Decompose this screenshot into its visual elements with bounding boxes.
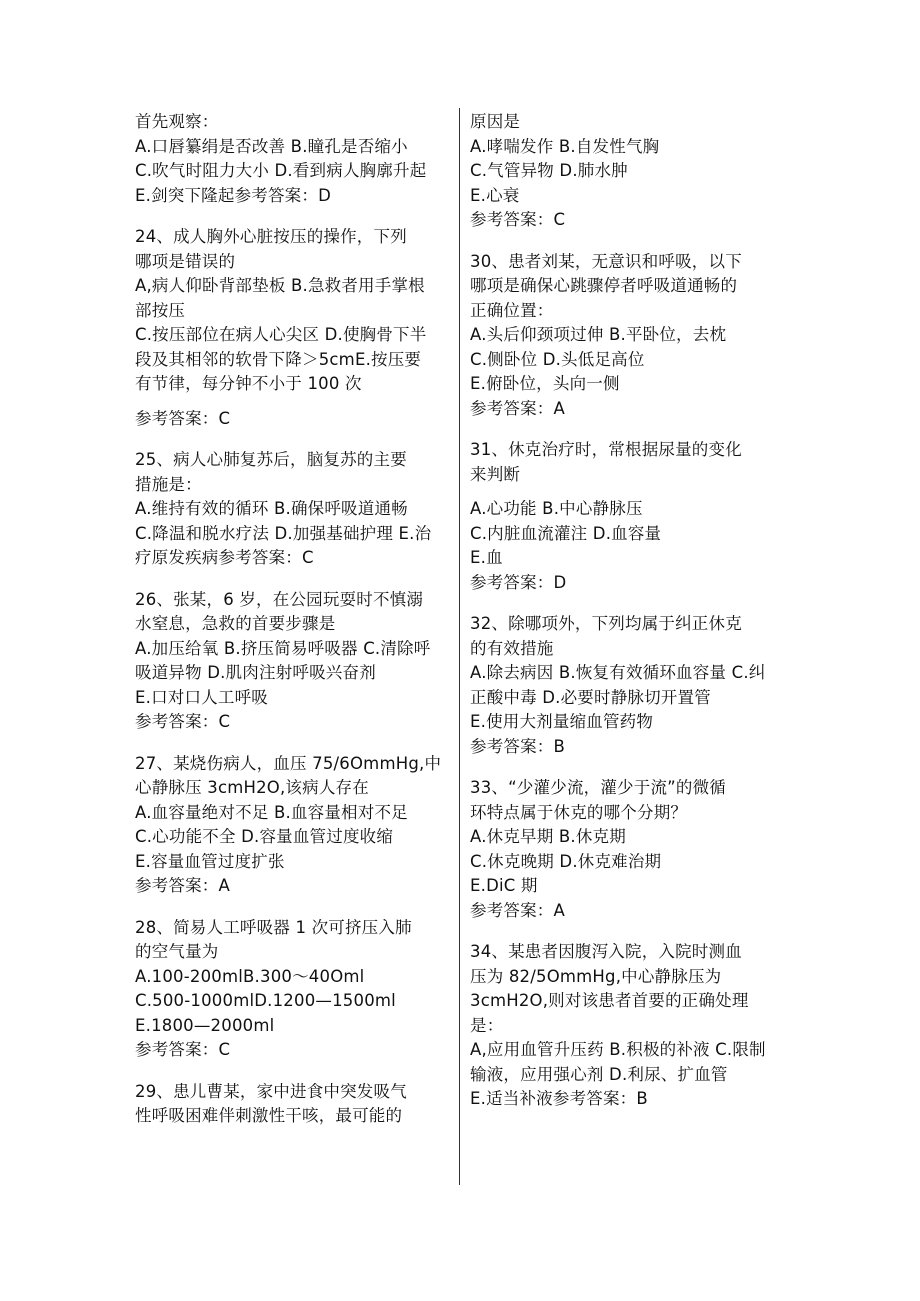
text-line: 参考答案：B — [470, 736, 566, 756]
text-line: E.口对口人工呼吸 — [135, 687, 268, 707]
question-block-q29-head — [135, 1080, 425, 1129]
text-line: C.内脏血流灌注 D.血容量 — [470, 523, 662, 543]
text-line: C.500-1000mlD.1200—1500ml — [135, 991, 396, 1010]
column-divider — [459, 108, 460, 1185]
text-line: C.降温和脱水疗法 D.加强基础护理 E.治 — [135, 523, 432, 543]
text-line: 参考答案：C — [135, 712, 231, 731]
text-line: 参考答案：C — [135, 1040, 231, 1059]
text-line: E.适当补液参考答案：B — [470, 1089, 648, 1108]
text-line: 性呼吸困难伴刺激性干咳，最可能的 — [135, 1106, 403, 1125]
text-line: 参考答案：A — [470, 900, 565, 920]
question-block-q28 — [135, 916, 425, 1063]
text-line: E.DiC 期 — [470, 876, 538, 895]
text-line: A,病人仰卧背部垫板 B.急救者用手掌根 — [135, 276, 425, 295]
text-line: 32、除哪项外，下列均属于纠正休克 — [470, 614, 742, 633]
text-line: A.口唇纂绢是否改善 B.瞳孔是否缩小 — [135, 136, 408, 156]
text-line: A.休克早期 B.休克期 — [470, 827, 626, 846]
text-line: 3cmH2O,则对该患者首要的正确处理 — [470, 991, 749, 1010]
question-block-q32 — [470, 612, 788, 759]
text-line: 28、简易人工呼吸器 1 次可挤压入肺 — [135, 917, 412, 937]
text-line: 疗原发疾病参考答案：C — [135, 548, 314, 567]
text-line: 参考答案：A — [470, 398, 565, 418]
text-line: 31、休克治疗时，常根据尿量的变化 — [470, 440, 742, 459]
question-block-q29-tail — [470, 110, 788, 233]
text-line: 27、某烧伤病人，血压 75/6OmmHg,中 — [135, 753, 442, 773]
text-line: 是： — [470, 1015, 504, 1035]
text-line: A.维持有效的循环 B.确保呼吸道通畅 — [135, 499, 408, 518]
text-line: 哪项是错误的 — [135, 251, 236, 271]
text-line: 输液，应用强心剂 D.利尿、扩血管 — [470, 1064, 728, 1084]
text-line: A.血容量绝对不足 B.血容量相对不足 — [135, 802, 408, 822]
text-line: E.容量血管过度扩张 — [135, 851, 285, 871]
text-line: A.心功能 B.中心静脉压 — [470, 499, 643, 518]
blank-line — [135, 397, 425, 407]
text-line: 30、患者刘某，无意识和呼吸，以下 — [470, 251, 742, 271]
text-line: 水窒息，急救的首要步骤是 — [135, 614, 336, 633]
text-line: 29、患儿曹某，家中进食中突发吸气 — [135, 1081, 407, 1101]
text-line: C.按压部位在病人心尖区 D.使胸骨下半 — [135, 325, 427, 344]
question-block-q27 — [135, 752, 442, 899]
text-line: 参考答案：C — [470, 210, 566, 229]
text-line: 段及其相邻的软骨下降＞5cmE.按压要 — [135, 349, 422, 369]
text-line: 34、某患者因腹泻入院，入院时测血 — [470, 942, 742, 961]
text-line: 环特点属于休克的哪个分期？ — [470, 802, 688, 822]
text-line: 参考答案：A — [135, 876, 230, 895]
text-line: 参考答案：C — [135, 408, 231, 428]
question-block-q30 — [470, 250, 788, 422]
text-line: 参考答案：D — [470, 572, 567, 592]
question-block-q25 — [135, 448, 432, 571]
text-line: C.吹气时阻力大小 D.看到病人胸廓升起 — [135, 161, 427, 180]
question-block-q24 — [135, 225, 425, 431]
text-line: E.剑突下隆起参考答案：D — [135, 185, 331, 205]
question-block-q34 — [470, 940, 788, 1112]
text-line: 25、病人心肺复苏后，脑复苏的主要 — [135, 450, 407, 469]
text-line: 的空气量为 — [135, 942, 219, 961]
text-line: 33、“少灌少流，灌少于流”的微循 — [470, 778, 726, 797]
text-line: 压为 82/5OmmHg,中心静脉压为 — [470, 966, 722, 986]
text-line: 正酸中毒 D.必要时静脉切开置管 — [470, 687, 711, 707]
text-line: A.加压给氧 B.挤压简易呼吸器 C.清除呼 — [135, 638, 431, 658]
text-line: E.1800—2000ml — [135, 1015, 275, 1035]
text-line: C.气管异物 D.肺水肿 — [470, 161, 628, 180]
question-block-q33 — [470, 776, 788, 923]
text-line: E.心衰 — [470, 185, 520, 205]
right-column — [470, 110, 788, 1129]
blank-line — [470, 487, 788, 497]
text-line: C.心功能不全 D.容量血管过度收缩 — [135, 827, 394, 846]
text-line: 的有效措施 — [470, 638, 554, 658]
text-line: E.血 — [470, 548, 503, 567]
text-line: A.除去病因 B.恢复有效循环血容量 C.纠 — [470, 663, 766, 682]
text-line: 措施是： — [135, 474, 202, 494]
text-line: 正确位置： — [470, 300, 554, 320]
text-line: A.100-200mlB.300～40Oml — [135, 966, 365, 986]
text-line: 心静脉压 3cmH2O,该病人存在 — [135, 778, 369, 797]
text-line: A.头后仰颈项过伸 B.平卧位，去枕 — [470, 325, 727, 344]
text-line: 24、成人胸外心脏按压的操作，下列 — [135, 227, 407, 246]
question-block-q26 — [135, 588, 431, 735]
text-line: A.哮喘发作 B.自发性气胸 — [470, 136, 660, 156]
text-line: 部按压 — [135, 300, 186, 320]
text-line: E.俯卧位，头向一侧 — [470, 374, 620, 393]
text-line: 原因是 — [470, 112, 521, 131]
text-line: 有节律，每分钟不小于 100 次 — [135, 374, 362, 393]
text-line: 来判断 — [470, 464, 521, 484]
text-line: 哪项是确保心跳骤停者呼吸道通畅的 — [470, 276, 738, 295]
text-line: 首先观察： — [135, 112, 219, 131]
text-line: 吸道异物 D.肌肉注射呼吸兴奋剂 — [135, 663, 376, 682]
text-line: E.使用大剂量缩血管药物 — [470, 712, 654, 731]
text-line: 26、张某，6 岁，在公园玩耍时不慎溺 — [135, 589, 424, 609]
text-line: A,应用血管升压药 B.积极的补液 C.限制 — [470, 1040, 766, 1059]
text-line: C.侧卧位 D.头低足高位 — [470, 349, 645, 369]
question-block-q23-tail — [135, 110, 425, 208]
text-line: C.休克晚期 D.休克难治期 — [470, 851, 662, 871]
left-column — [135, 110, 442, 1146]
question-block-q31 — [470, 438, 788, 595]
